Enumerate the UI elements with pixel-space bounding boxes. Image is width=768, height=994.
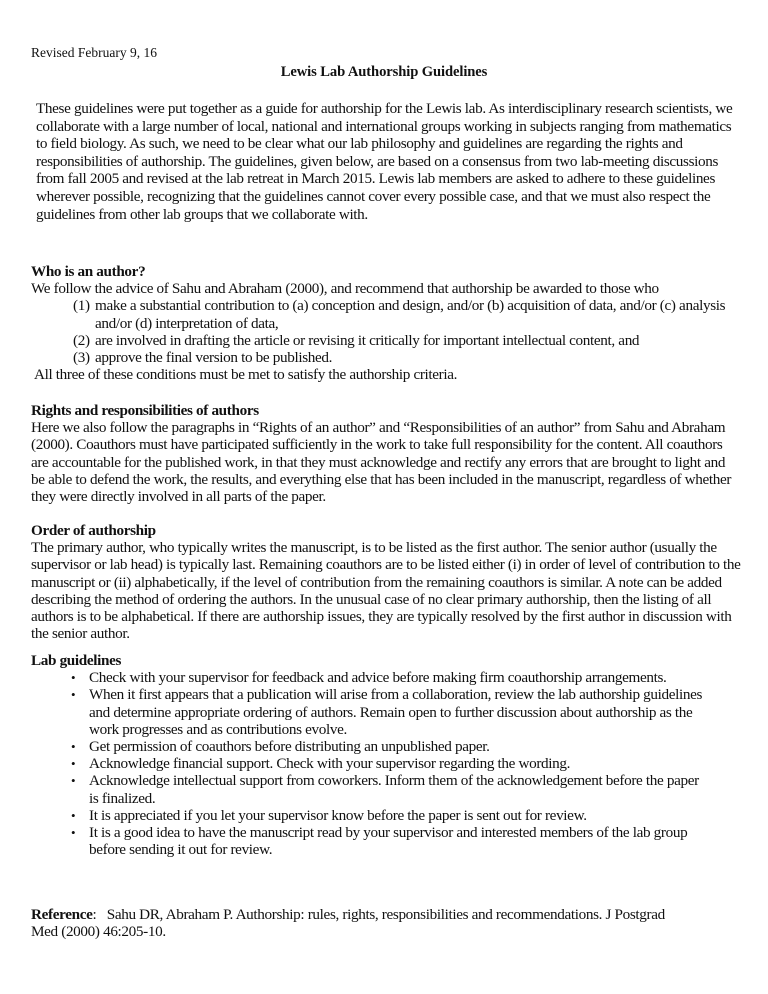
criteria-closing: All three of these conditions must be met to satisfy the authorship criteria. xyxy=(34,366,458,384)
criteria-text: make a substantial contribution to (a) conception and design, and/or (b) acquisition of data, and/or (c) analysis and/or (d) interpretation of data, xyxy=(95,297,726,332)
section-heading: Rights and responsibilities of authors xyxy=(31,402,259,419)
guideline-text: Get permission of coauthors before distributing an unpublished paper. xyxy=(89,738,490,756)
reference-citation xyxy=(31,906,691,940)
intro-paragraph: These guidelines were put together as a guide for authorship for the Lewis lab. As interdisciplinary research scientists, we collaborate with a large number of local, national and international groups working in subjects ranging from mathematics to field biology. As such, we need to be clear what our lab philosophy and guidelines are regarding the rights and responsibilities of authorship. The guidelines, given below, are based on a consensus from two lab-meeting discussions from fall 2005 and revised at the lab retreat in March 2015. Lewis lab members are asked to adhere to these guidelines wherever possible, recognizing that the guidelines cannot cover every possible case, and that we must also respect the guidelines from other lab groups that we collaborate with. xyxy=(36,100,733,223)
section-lead: We follow the advice of Sahu and Abraham (2000), and recommend that authorship be awarded to those who xyxy=(31,280,659,298)
guideline-item xyxy=(31,824,709,858)
section-heading: Lab guidelines xyxy=(31,652,122,669)
section-who-is-an-author xyxy=(31,263,741,383)
guideline-text: It is a good idea to have the manuscript read by your supervisor and interested members of the lab group before sending it out for review. xyxy=(89,824,688,859)
criteria-list xyxy=(31,297,741,366)
section-reference xyxy=(31,906,691,940)
guideline-text: It is appreciated if you let your supervisor know before the paper is sent out for review. xyxy=(89,806,587,824)
bullet-icon: • xyxy=(71,825,76,841)
guideline-item xyxy=(31,772,709,806)
bullet-icon: • xyxy=(71,687,76,703)
guideline-item xyxy=(31,807,709,824)
criteria-item xyxy=(31,349,741,366)
guidelines-list xyxy=(31,669,741,858)
guideline-text: When it first appears that a publication will arise from a collaboration, review the lab authorship guidelines and determine appropriate ordering of authors. Remain open to further discussion about authorship as the work progresses and as contributions evolve. xyxy=(89,686,703,738)
guideline-item xyxy=(31,669,709,686)
criteria-number: (1) xyxy=(73,297,90,315)
document-title: Lewis Lab Authorship Guidelines xyxy=(280,64,488,80)
section-rights-responsibilities xyxy=(31,402,741,505)
guideline-text: Check with your supervisor for feedback and advice before making firm coauthorship arrangements. xyxy=(89,669,667,687)
bullet-icon: • xyxy=(71,670,76,686)
reference-separator: : xyxy=(92,906,97,923)
bullet-icon: • xyxy=(71,756,76,772)
section-heading: Who is an author? xyxy=(31,263,146,280)
bullet-icon: • xyxy=(71,773,76,789)
reference-label: Reference xyxy=(31,906,93,923)
section-lab-guidelines xyxy=(31,652,741,858)
reference-text: Sahu DR, Abraham P. Authorship: rules, rights, responsibilities and recommendations. J Postgrad Med (2000) 46:205-10. xyxy=(31,906,665,941)
section-order-of-authorship xyxy=(31,522,741,642)
bullet-icon: • xyxy=(71,739,76,755)
criteria-item xyxy=(31,297,741,331)
guideline-item xyxy=(31,686,709,738)
guideline-item xyxy=(31,755,709,772)
guideline-text: Acknowledge financial support. Check with your supervisor regarding the wording. xyxy=(89,755,571,773)
revision-date: Revised February 9, 16 xyxy=(31,45,157,60)
section-body: The primary author, who typically writes the manuscript, is to be listed as the first author. The senior author (usually the supervisor or lab head) is typically last. Remaining coauthors are to be listed either (i) in order of level of contribution to the manuscript or (ii) alphabetically, if the level of contribution from the remaining coauthors is similar. A note can be added describing the method of ordering the authors. In the unusual case of no clear primary authorship, then the listing of all authors is to be alphabetical. If there are authorship issues, they are typically resolved by the first author in discussion with the senior author. xyxy=(31,539,741,643)
bullet-icon: • xyxy=(71,807,76,823)
criteria-text: approve the final version to be published. xyxy=(95,349,333,367)
section-heading: Order of authorship xyxy=(31,522,156,539)
criteria-item xyxy=(31,332,741,349)
criteria-number: (3) xyxy=(73,349,90,367)
criteria-text: are involved in drafting the article or revising it critically for important intellectual content, and xyxy=(95,331,640,349)
guideline-item xyxy=(31,738,709,755)
section-body: Here we also follow the paragraphs in “Rights of an author” and “Responsibilities of an author” from Sahu and Abraham (2000). Coauthors must have participated sufficiently in the work to take full responsibility for the content. All coauthors are accountable for the published work, in that they must acknowledge and rectify any errors that are brought to light and be able to defend the work, the results, and everything else that has been included in the manuscript, regardless of whether they were directly involved in all parts of the paper. xyxy=(31,419,732,506)
guideline-text: Acknowledge intellectual support from coworkers. Inform them of the acknowledgement before the paper is finalized. xyxy=(89,772,699,807)
criteria-number: (2) xyxy=(73,331,90,349)
